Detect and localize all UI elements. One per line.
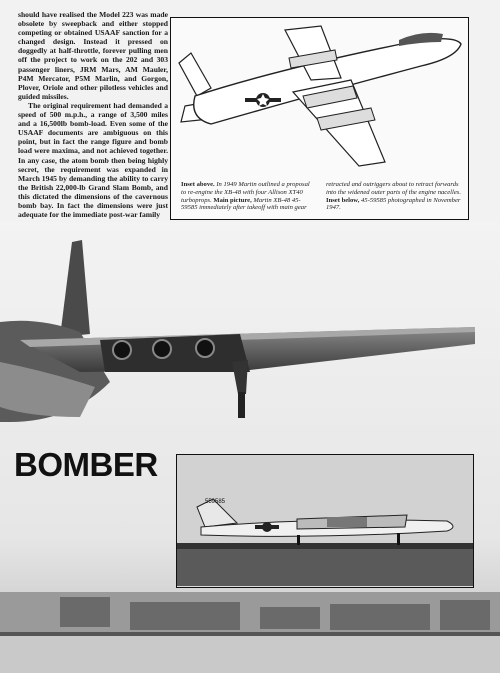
inset-caption [181,181,461,212]
tail-serial-number: 559585 [205,499,226,505]
headline: BOMBER [14,446,158,483]
caption-label-above: Inset above. [181,181,215,188]
xb48-ground-photo [177,455,473,586]
turboprop-aircraft-drawing [171,18,467,176]
caption-text-above: In 1949 Martin outlined a proposal to re-engine the XB-48 with four Allison XT40 turboprops. [181,181,310,204]
caption-label-main: Main picture, [213,196,252,204]
inset-above [170,17,469,220]
article-paragraph-1: should have realised the Model 223 was made obsolete by sweepback and either stopped competing or obtained USAAF sanction for a changed design. Instead it pressed on doggedly at half-throttle, forever pulling men off the project to work on the 202 and 303 passenger liners, JRM Mars, AM Mauler, P4M Mercator, P5M Marlin, and Gorgon, Plover, Oriole and other pilotless vehicles and guided missiles. [18,10,168,101]
caption-label-below: Inset below, [326,196,360,204]
article-text-column [18,10,168,219]
article-paragraph-2: The original requirement had demanded a speed of 500 m.p.h., a range of 3,500 miles and a 16,500lb bomb-load. Even some of the USAAF documents are ambiguous on this point, but in fact the range figure and bomb load were maxima, and not achieved together. In any case, the atom bomb then being highly secret, the requirement was expanded in March 1945 by demanding the ability to carry the British 22,000-lb Grand Slam Bomb, and this dictated the dimensions of the cavernous bomb bay. In fact the dimensions were just adequate for the immediate post-war family [18,100,168,220]
caption-text-main: Martin XB-48 45-59585 immediately after takeoff with main gear retracted and outriggers about to retract forwards into the widened outer parts of the engine nacelles. [181,181,461,212]
inset-below-photo [176,454,474,588]
caption-text-below: 45-59585 photographed in November 1947. [326,196,461,212]
